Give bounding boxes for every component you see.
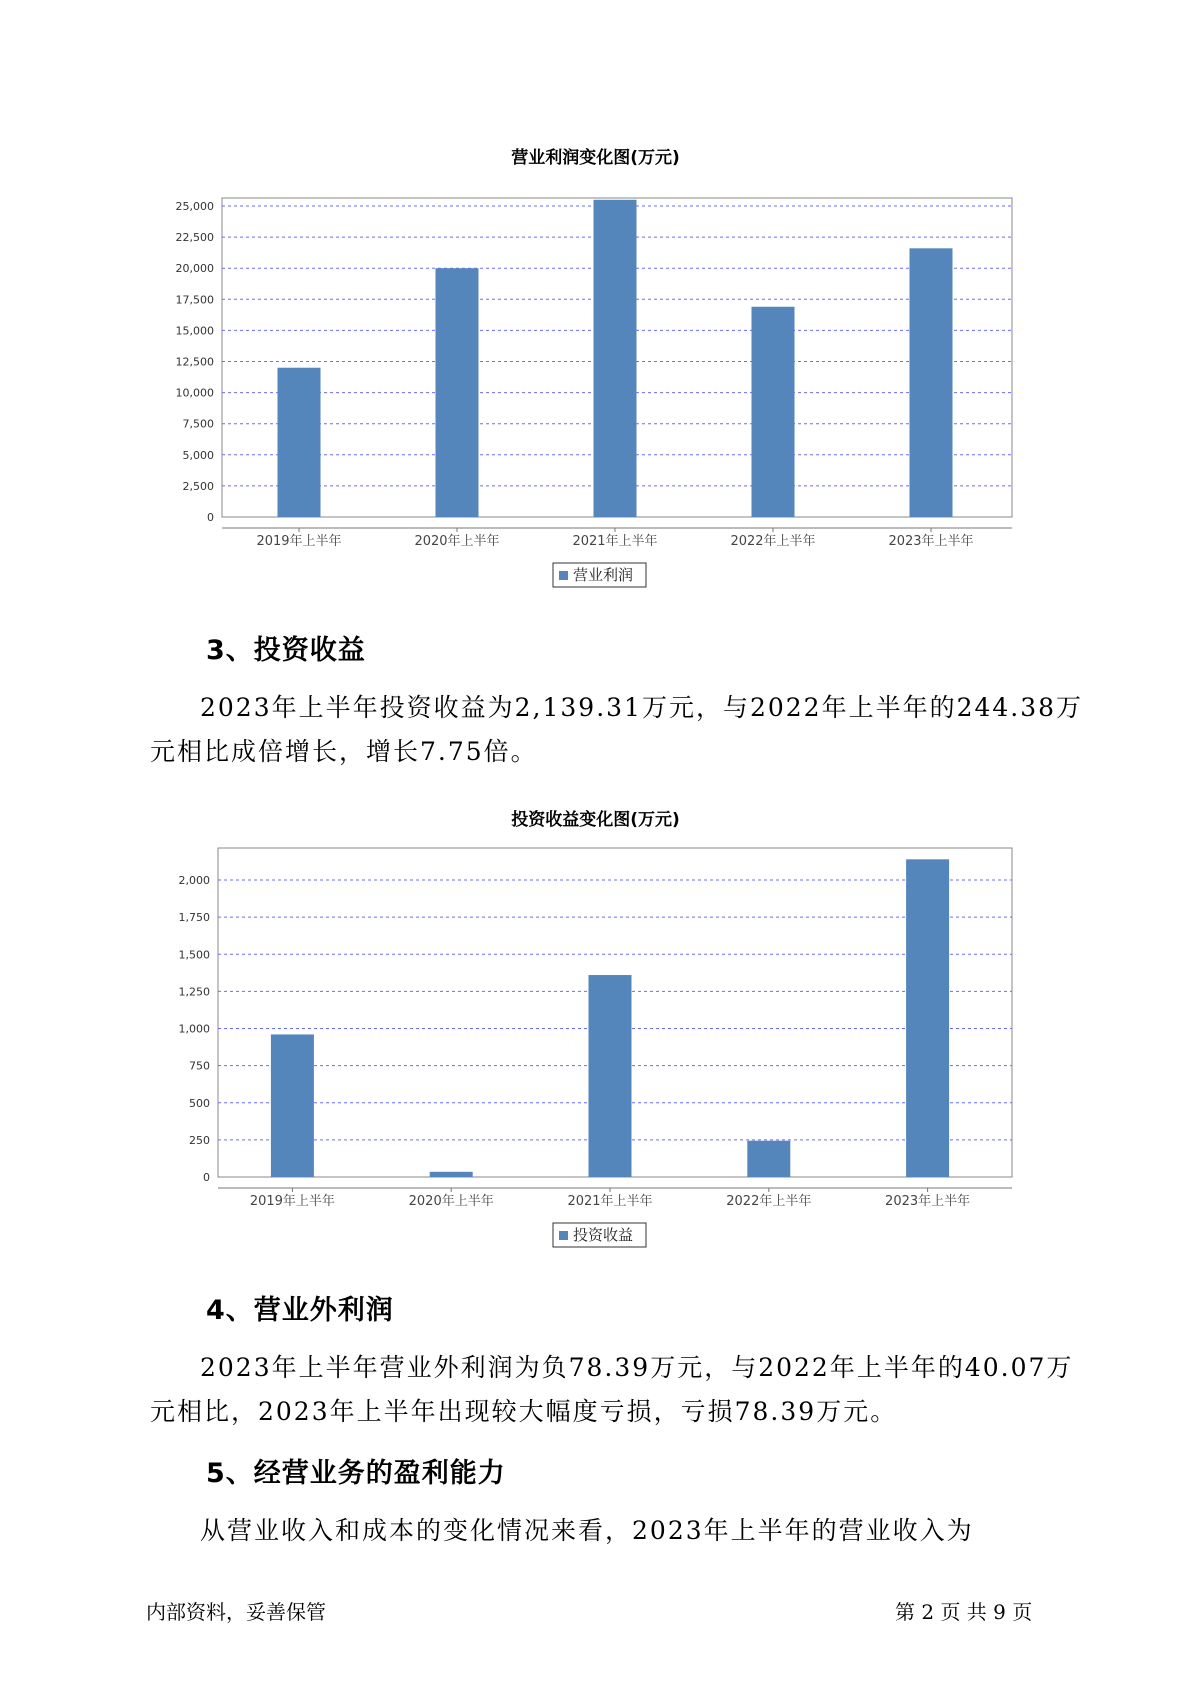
x-tick-label: 2023年上半年 xyxy=(888,534,974,549)
y-tick-label: 750 xyxy=(189,1059,210,1073)
legend-swatch xyxy=(559,1231,568,1240)
legend-swatch xyxy=(559,571,568,580)
y-tick-label: 250 xyxy=(189,1133,210,1147)
x-tick-label: 2020年上半年 xyxy=(414,534,500,549)
chart-title-operating-profit: 营业利润变化图(万元) xyxy=(511,148,680,168)
y-tick-label: 1,250 xyxy=(178,985,210,999)
y-tick-label: 10,000 xyxy=(175,386,214,400)
section-heading-investment-income: 3、投资收益 xyxy=(206,635,366,666)
legend-label: 营业利润 xyxy=(573,566,634,584)
y-tick-label: 17,500 xyxy=(175,293,214,307)
x-tick-label: 2021年上半年 xyxy=(567,1194,653,1209)
operating-profit-chart xyxy=(0,180,1191,600)
y-tick-label: 2,500 xyxy=(182,479,214,493)
investment-income-chart xyxy=(0,840,1191,1260)
bar xyxy=(594,200,637,517)
bar xyxy=(747,1141,790,1177)
y-tick-label: 22,500 xyxy=(175,231,214,245)
paragraph-line: 2023年上半年营业外利润为负78.39万元，与2022年上半年的40.07万 xyxy=(200,1353,1074,1382)
y-tick-label: 0 xyxy=(203,1171,210,1184)
section-heading-profitability: 5、经营业务的盈利能力 xyxy=(206,1458,506,1489)
bar xyxy=(910,248,953,517)
x-tick-label: 2021年上半年 xyxy=(572,534,658,549)
y-tick-label: 500 xyxy=(189,1096,210,1110)
paragraph-line: 2023年上半年投资收益为2,139.31万元，与2022年上半年的244.38万 xyxy=(200,693,1084,722)
y-tick-label: 20,000 xyxy=(175,262,214,276)
paragraph-line: 从营业收入和成本的变化情况来看，2023年上半年的营业收入为 xyxy=(200,1516,974,1545)
legend-label: 投资收益 xyxy=(573,1226,634,1244)
x-tick-label: 2020年上半年 xyxy=(408,1194,494,1209)
bar xyxy=(906,859,949,1177)
y-tick-label: 7,500 xyxy=(182,417,214,431)
y-tick-label: 1,750 xyxy=(178,911,210,925)
y-tick-label: 1,500 xyxy=(178,948,210,962)
bar xyxy=(271,1034,314,1177)
paragraph-investment-income xyxy=(150,686,1084,774)
x-tick-label: 2019年上半年 xyxy=(256,534,342,549)
y-tick-label: 12,500 xyxy=(175,355,214,369)
bar xyxy=(430,1172,473,1177)
y-tick-label: 5,000 xyxy=(182,448,214,462)
paragraph-non-operating-profit xyxy=(150,1346,1074,1434)
y-tick-label: 2,000 xyxy=(178,874,210,887)
section-heading-non-operating-profit: 4、营业外利润 xyxy=(206,1295,394,1326)
bar xyxy=(752,307,795,517)
y-tick-label: 15,000 xyxy=(175,324,214,338)
paragraph-profitability xyxy=(150,1509,1050,1553)
x-tick-label: 2022年上半年 xyxy=(730,534,816,549)
y-tick-label: 0 xyxy=(207,511,214,524)
y-tick-label: 25,000 xyxy=(175,200,214,213)
paragraph-line: 元相比，2023年上半年出现较大幅度亏损，亏损78.39万元。 xyxy=(150,1397,898,1426)
x-tick-label: 2019年上半年 xyxy=(249,1194,335,1209)
bar xyxy=(278,368,321,517)
chart-title-investment-income: 投资收益变化图(万元) xyxy=(511,810,680,830)
x-tick-label: 2023年上半年 xyxy=(885,1194,971,1209)
footer-page-number: 第 2 页 共 9 页 xyxy=(895,1600,1033,1624)
paragraph-line: 元相比成倍增长，增长7.75倍。 xyxy=(150,737,538,766)
x-tick-label: 2022年上半年 xyxy=(726,1194,812,1209)
footer-left: 内部资料，妥善保管 xyxy=(146,1600,326,1624)
y-tick-label: 1,000 xyxy=(178,1022,210,1036)
bar xyxy=(436,268,479,517)
bar xyxy=(589,975,632,1177)
